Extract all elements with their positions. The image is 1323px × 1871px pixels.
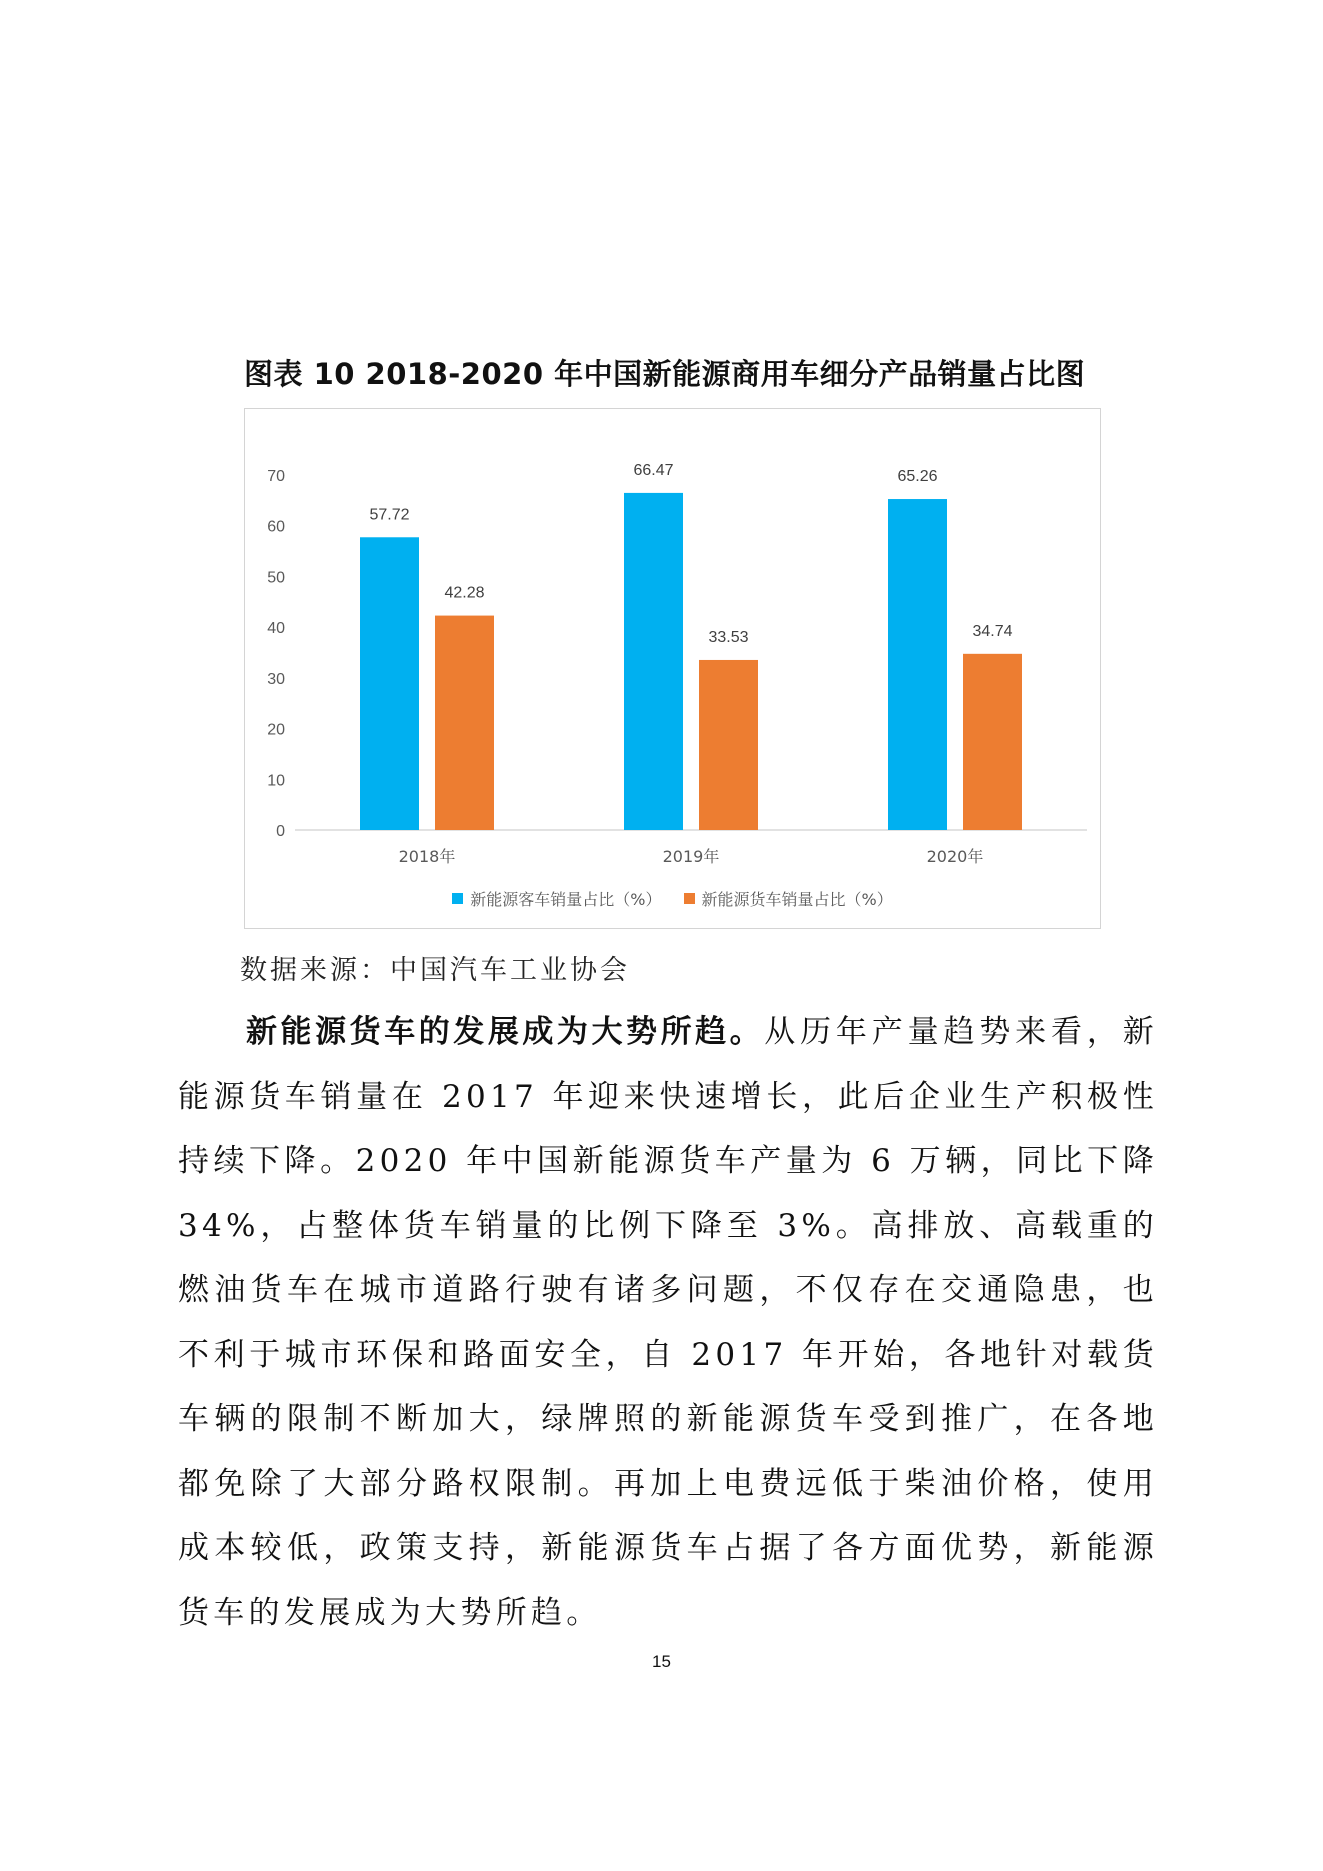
paragraph-lead: 新能源货车的发展成为大势所趋。 <box>246 1014 765 1050</box>
x-axis-categories <box>399 847 984 866</box>
legend-item <box>452 887 661 910</box>
x-category-label: 2018年 <box>398 847 456 866</box>
data-label: 57.72 <box>369 506 410 524</box>
data-label: 34.74 <box>972 622 1013 640</box>
bar-truck-2 <box>963 654 1022 830</box>
y-tick-label: 20 <box>267 721 285 739</box>
legend-item <box>684 887 893 910</box>
paragraph-text: 从历年产量趋势来看，新能源货车销量在 2017 年迎来快速增长，此后企业生产积极性持续下降。2020 年中国新能源货车产量为 6 万辆，同比下降 34%，占整体货车销量的比例下降至 3%。高排放、高载重的燃油货车在城市道路行驶有诸多问题，不仅存在交通隐患，也不利于城市环保和路面安全，自 2017 年开始，各地针对载货车辆的限制不断加大，绿牌照的新能源货车受到推广，在各地都免除了大部分路权限制。再加上电费远低于柴油价格，使用成本较低，政策支持，新能源货车占据了各方面优势，新能源货车的发展成为大势所趋。 <box>178 1014 1158 1631</box>
data-label: 65.26 <box>897 468 938 486</box>
data-label: 33.53 <box>708 628 749 646</box>
y-tick-label: 10 <box>267 772 285 790</box>
y-axis-ticks <box>267 468 285 840</box>
y-tick-label: 30 <box>267 670 285 688</box>
bar-passenger-2 <box>888 499 947 830</box>
x-category-label: 2019年 <box>662 847 720 866</box>
bar-truck-0 <box>435 616 494 830</box>
legend-label: 新能源货车销量占比（%） <box>701 890 893 909</box>
body-paragraph <box>178 1000 1158 1645</box>
data-label: 42.28 <box>444 584 485 602</box>
x-category-label: 2020年 <box>926 847 984 866</box>
y-tick-label: 50 <box>267 569 285 587</box>
y-tick-label: 40 <box>267 620 285 638</box>
data-source: 数据来源：中国汽车工业协会 <box>240 955 630 986</box>
y-tick-label: 60 <box>267 518 285 536</box>
y-tick-label: 70 <box>267 468 285 485</box>
page-number: 15 <box>652 1652 671 1671</box>
legend-swatch <box>684 893 695 904</box>
bar-truck-1 <box>699 660 758 830</box>
chart-frame <box>244 408 1101 929</box>
figure-title: 图表 10 2018-2020 年中国新能源商用车细分产品销量占比图 <box>244 357 1086 391</box>
bars <box>360 493 1022 830</box>
chart-legend <box>245 887 1100 910</box>
bar-passenger-1 <box>624 493 683 830</box>
y-tick-label: 0 <box>276 823 285 840</box>
legend-label: 新能源客车销量占比（%） <box>470 890 662 909</box>
bar-passenger-0 <box>360 537 419 830</box>
bar-chart <box>245 409 1102 879</box>
data-label: 66.47 <box>633 461 674 479</box>
legend-swatch <box>452 893 463 904</box>
